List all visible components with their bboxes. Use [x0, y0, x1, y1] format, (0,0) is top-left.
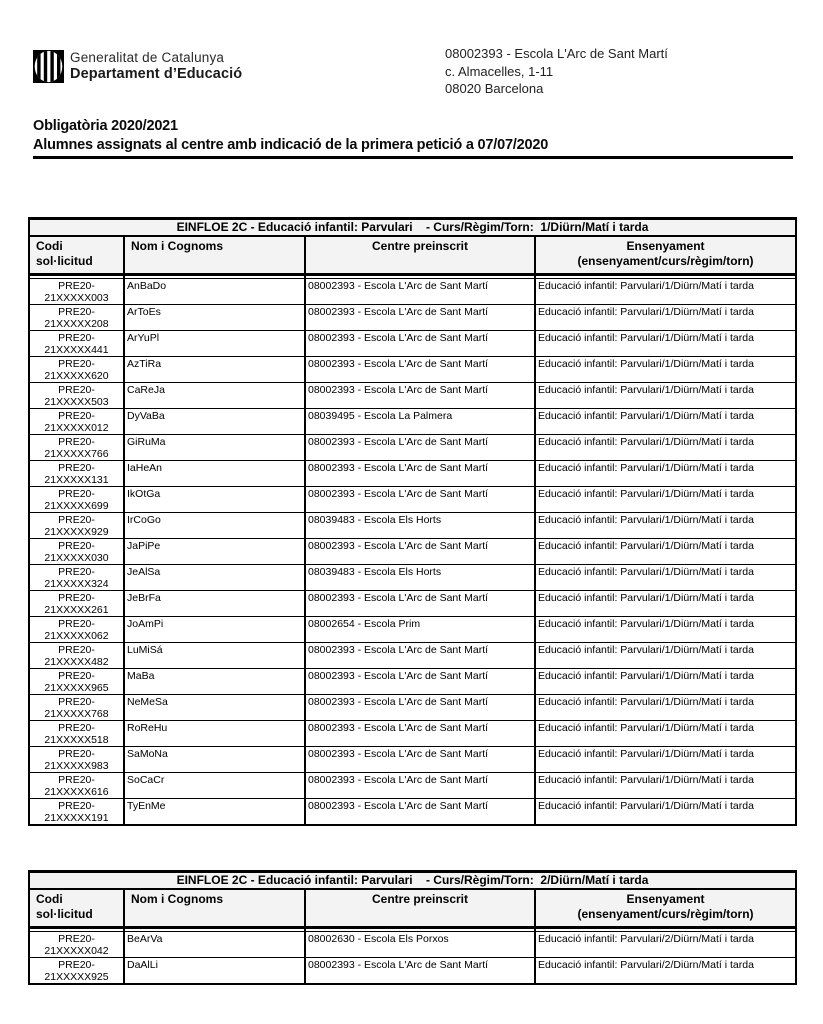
- codi-sollicitud-cell: PRE20- 21XXXXX030: [29, 538, 124, 564]
- col-header-codi: Codi sol·licitud: [29, 236, 124, 274]
- table-row: [29, 931, 796, 957]
- title-underline: [33, 156, 793, 159]
- table-title: EINFLOE 2C - Educació infantil: Parvulari - Curs/Règim/Torn: 1/Diürn/Matí i tarda: [29, 219, 796, 237]
- nom-cognoms-cell: DaAlLi: [124, 957, 305, 984]
- table-row: [29, 590, 796, 616]
- codi-sollicitud-cell: PRE20- 21XXXXX042: [29, 931, 124, 957]
- ensenyament-cell: Educació infantil: Parvulari/1/Diürn/Matí i tarda: [535, 356, 796, 382]
- centre-preinscrit-cell: 08002393 - Escola L'Arc de Sant Martí: [305, 590, 535, 616]
- centre-preinscrit-cell: 08002393 - Escola L'Arc de Sant Martí: [305, 460, 535, 486]
- nom-cognoms-cell: JaPiPe: [124, 538, 305, 564]
- ensenyament-cell: Educació infantil: Parvulari/1/Diürn/Matí i tarda: [535, 538, 796, 564]
- col-header-nom: Nom i Cognoms: [124, 889, 305, 927]
- ensenyament-cell: Educació infantil: Parvulari/1/Diürn/Matí i tarda: [535, 382, 796, 408]
- table-row: [29, 408, 796, 434]
- nom-cognoms-cell: BeArVa: [124, 931, 305, 957]
- centre-preinscrit-cell: 08002393 - Escola L'Arc de Sant Martí: [305, 486, 535, 512]
- codi-sollicitud-cell: PRE20- 21XXXXX503: [29, 382, 124, 408]
- table-row: [29, 538, 796, 564]
- nom-cognoms-cell: SaMoNa: [124, 746, 305, 772]
- centre-preinscrit-cell: 08039495 - Escola La Palmera: [305, 408, 535, 434]
- letterhead: [33, 49, 242, 83]
- ensenyament-cell: Educació infantil: Parvulari/1/Diürn/Matí i tarda: [535, 798, 796, 825]
- ensenyament-cell: Educació infantil: Parvulari/1/Diürn/Matí i tarda: [535, 304, 796, 330]
- codi-sollicitud-cell: PRE20- 21XXXXX929: [29, 512, 124, 538]
- centre-preinscrit-cell: 08002393 - Escola L'Arc de Sant Martí: [305, 720, 535, 746]
- org-department: Departament d’Educació: [70, 66, 243, 82]
- nom-cognoms-cell: LuMiSá: [124, 642, 305, 668]
- table-title-row: [29, 219, 796, 237]
- col-header-centre: Centre preinscrit: [305, 236, 535, 274]
- table-row: [29, 668, 796, 694]
- nom-cognoms-cell: CaReJa: [124, 382, 305, 408]
- nom-cognoms-cell: SoCaCr: [124, 772, 305, 798]
- centre-preinscrit-cell: 08002393 - Escola L'Arc de Sant Martí: [305, 798, 535, 825]
- codi-sollicitud-cell: PRE20- 21XXXXX482: [29, 642, 124, 668]
- codi-sollicitud-cell: PRE20- 21XXXXX131: [29, 460, 124, 486]
- centre-preinscrit-cell: 08002393 - Escola L'Arc de Sant Martí: [305, 304, 535, 330]
- ensenyament-cell: Educació infantil: Parvulari/1/Diürn/Matí i tarda: [535, 512, 796, 538]
- school-address-block: [445, 45, 668, 98]
- table-row: [29, 798, 796, 825]
- col-header-nom: Nom i Cognoms: [124, 236, 305, 274]
- nom-cognoms-cell: JoAmPi: [124, 616, 305, 642]
- nom-cognoms-cell: AzTiRa: [124, 356, 305, 382]
- generalitat-senyera-icon: [33, 50, 64, 83]
- centre-preinscrit-cell: 08002393 - Escola L'Arc de Sant Martí: [305, 668, 535, 694]
- centre-preinscrit-cell: 08039483 - Escola Els Horts: [305, 512, 535, 538]
- codi-sollicitud-cell: PRE20- 21XXXXX768: [29, 694, 124, 720]
- nom-cognoms-cell: AnBaDo: [124, 278, 305, 304]
- codi-sollicitud-cell: PRE20- 21XXXXX261: [29, 590, 124, 616]
- org-name: Generalitat de Catalunya: [70, 50, 225, 65]
- nom-cognoms-cell: TyEnMe: [124, 798, 305, 825]
- codi-sollicitud-cell: PRE20- 21XXXXX191: [29, 798, 124, 825]
- ensenyament-cell: Educació infantil: Parvulari/1/Diürn/Matí i tarda: [535, 486, 796, 512]
- ensenyament-cell: Educació infantil: Parvulari/1/Diürn/Matí i tarda: [535, 434, 796, 460]
- codi-sollicitud-cell: PRE20- 21XXXXX518: [29, 720, 124, 746]
- table-row: [29, 694, 796, 720]
- nom-cognoms-cell: GiRuMa: [124, 434, 305, 460]
- codi-sollicitud-cell: PRE20- 21XXXXX766: [29, 434, 124, 460]
- nom-cognoms-cell: ArYuPl: [124, 330, 305, 356]
- ensenyament-cell: Educació infantil: Parvulari/1/Diürn/Matí i tarda: [535, 330, 796, 356]
- codi-sollicitud-cell: PRE20- 21XXXXX983: [29, 746, 124, 772]
- table-row: [29, 330, 796, 356]
- codi-sollicitud-cell: PRE20- 21XXXXX012: [29, 408, 124, 434]
- table-row: [29, 434, 796, 460]
- table-row: [29, 278, 796, 304]
- table-row: [29, 486, 796, 512]
- table-row: [29, 356, 796, 382]
- nom-cognoms-cell: NeMeSa: [124, 694, 305, 720]
- col-header-ensenyament: Ensenyament (ensenyament/curs/règim/torn): [535, 889, 796, 927]
- table-row: [29, 642, 796, 668]
- ensenyament-cell: Educació infantil: Parvulari/1/Diürn/Matí i tarda: [535, 720, 796, 746]
- school-street: c. Almacelles, 1-11: [445, 63, 554, 79]
- centre-preinscrit-cell: 08002393 - Escola L'Arc de Sant Martí: [305, 434, 535, 460]
- table-row: [29, 382, 796, 408]
- ensenyament-cell: Educació infantil: Parvulari/1/Diürn/Matí i tarda: [535, 642, 796, 668]
- codi-sollicitud-cell: PRE20- 21XXXXX062: [29, 616, 124, 642]
- table-title-row: [29, 872, 796, 890]
- nom-cognoms-cell: JeBrFa: [124, 590, 305, 616]
- table-row: [29, 957, 796, 984]
- school-code-name: 08002393 - Escola L'Arc de Sant Martí: [445, 46, 668, 61]
- centre-preinscrit-cell: 08002654 - Escola Prim: [305, 616, 535, 642]
- table-row: [29, 720, 796, 746]
- nom-cognoms-cell: JeAlSa: [124, 564, 305, 590]
- ensenyament-cell: Educació infantil: Parvulari/1/Diürn/Matí i tarda: [535, 668, 796, 694]
- ensenyament-cell: Educació infantil: Parvulari/1/Diürn/Matí i tarda: [535, 772, 796, 798]
- table-row: [29, 460, 796, 486]
- ensenyament-cell: Educació infantil: Parvulari/1/Diürn/Matí i tarda: [535, 590, 796, 616]
- nom-cognoms-cell: IrCoGo: [124, 512, 305, 538]
- codi-sollicitud-cell: PRE20- 21XXXXX003: [29, 278, 124, 304]
- assignments-table-torn2: [28, 870, 797, 985]
- nom-cognoms-cell: RoReHu: [124, 720, 305, 746]
- ensenyament-cell: Educació infantil: Parvulari/2/Diürn/Matí i tarda: [535, 931, 796, 957]
- table-row: [29, 512, 796, 538]
- table-row: [29, 616, 796, 642]
- ensenyament-cell: Educació infantil: Parvulari/1/Diürn/Matí i tarda: [535, 564, 796, 590]
- codi-sollicitud-cell: PRE20- 21XXXXX616: [29, 772, 124, 798]
- ensenyament-cell: Educació infantil: Parvulari/2/Diürn/Matí i tarda: [535, 957, 796, 984]
- centre-preinscrit-cell: 08002393 - Escola L'Arc de Sant Martí: [305, 330, 535, 356]
- table-title: EINFLOE 2C - Educació infantil: Parvulari - Curs/Règim/Torn: 2/Diürn/Matí i tarda: [29, 872, 796, 890]
- centre-preinscrit-cell: 08002393 - Escola L'Arc de Sant Martí: [305, 278, 535, 304]
- codi-sollicitud-cell: PRE20- 21XXXXX965: [29, 668, 124, 694]
- doc-title-line2: Alumnes assignats al centre amb indicació de la primera petició a 07/07/2020: [33, 136, 549, 153]
- centre-preinscrit-cell: 08002393 - Escola L'Arc de Sant Martí: [305, 694, 535, 720]
- codi-sollicitud-cell: PRE20- 21XXXXX699: [29, 486, 124, 512]
- document-title-block: [33, 117, 793, 159]
- assignments-table-torn1: [28, 217, 797, 826]
- doc-title-line1: Obligatòria 2020/2021: [33, 118, 178, 134]
- col-header-codi: Codi sol·licitud: [29, 889, 124, 927]
- table-row: [29, 304, 796, 330]
- table-row: [29, 746, 796, 772]
- codi-sollicitud-cell: PRE20- 21XXXXX208: [29, 304, 124, 330]
- nom-cognoms-cell: ArToEs: [124, 304, 305, 330]
- col-header-centre: Centre preinscrit: [305, 889, 535, 927]
- centre-preinscrit-cell: 08002393 - Escola L'Arc de Sant Martí: [305, 382, 535, 408]
- codi-sollicitud-cell: PRE20- 21XXXXX324: [29, 564, 124, 590]
- ensenyament-cell: Educació infantil: Parvulari/1/Diürn/Matí i tarda: [535, 746, 796, 772]
- codi-sollicitud-cell: PRE20- 21XXXXX620: [29, 356, 124, 382]
- table-row: [29, 564, 796, 590]
- ensenyament-cell: Educació infantil: Parvulari/1/Diürn/Matí i tarda: [535, 408, 796, 434]
- centre-preinscrit-cell: 08002393 - Escola L'Arc de Sant Martí: [305, 356, 535, 382]
- nom-cognoms-cell: MaBa: [124, 668, 305, 694]
- ensenyament-cell: Educació infantil: Parvulari/1/Diürn/Matí i tarda: [535, 278, 796, 304]
- codi-sollicitud-cell: PRE20- 21XXXXX441: [29, 330, 124, 356]
- centre-preinscrit-cell: 08002393 - Escola L'Arc de Sant Martí: [305, 957, 535, 984]
- centre-preinscrit-cell: 08002393 - Escola L'Arc de Sant Martí: [305, 746, 535, 772]
- centre-preinscrit-cell: 08039483 - Escola Els Horts: [305, 564, 535, 590]
- nom-cognoms-cell: IkOtGa: [124, 486, 305, 512]
- centre-preinscrit-cell: 08002393 - Escola L'Arc de Sant Martí: [305, 642, 535, 668]
- column-header-row: [29, 236, 796, 274]
- codi-sollicitud-cell: PRE20- 21XXXXX925: [29, 957, 124, 984]
- nom-cognoms-cell: IaHeAn: [124, 460, 305, 486]
- centre-preinscrit-cell: 08002630 - Escola Els Porxos: [305, 931, 535, 957]
- table-row: [29, 772, 796, 798]
- ensenyament-cell: Educació infantil: Parvulari/1/Diürn/Matí i tarda: [535, 694, 796, 720]
- centre-preinscrit-cell: 08002393 - Escola L'Arc de Sant Martí: [305, 538, 535, 564]
- col-header-ensenyament: Ensenyament (ensenyament/curs/règim/torn): [535, 236, 796, 274]
- centre-preinscrit-cell: 08002393 - Escola L'Arc de Sant Martí: [305, 772, 535, 798]
- column-header-row: [29, 889, 796, 927]
- ensenyament-cell: Educació infantil: Parvulari/1/Diürn/Matí i tarda: [535, 460, 796, 486]
- nom-cognoms-cell: DyVaBa: [124, 408, 305, 434]
- school-city: 08020 Barcelona: [445, 81, 544, 96]
- ensenyament-cell: Educació infantil: Parvulari/1/Diürn/Matí i tarda: [535, 616, 796, 642]
